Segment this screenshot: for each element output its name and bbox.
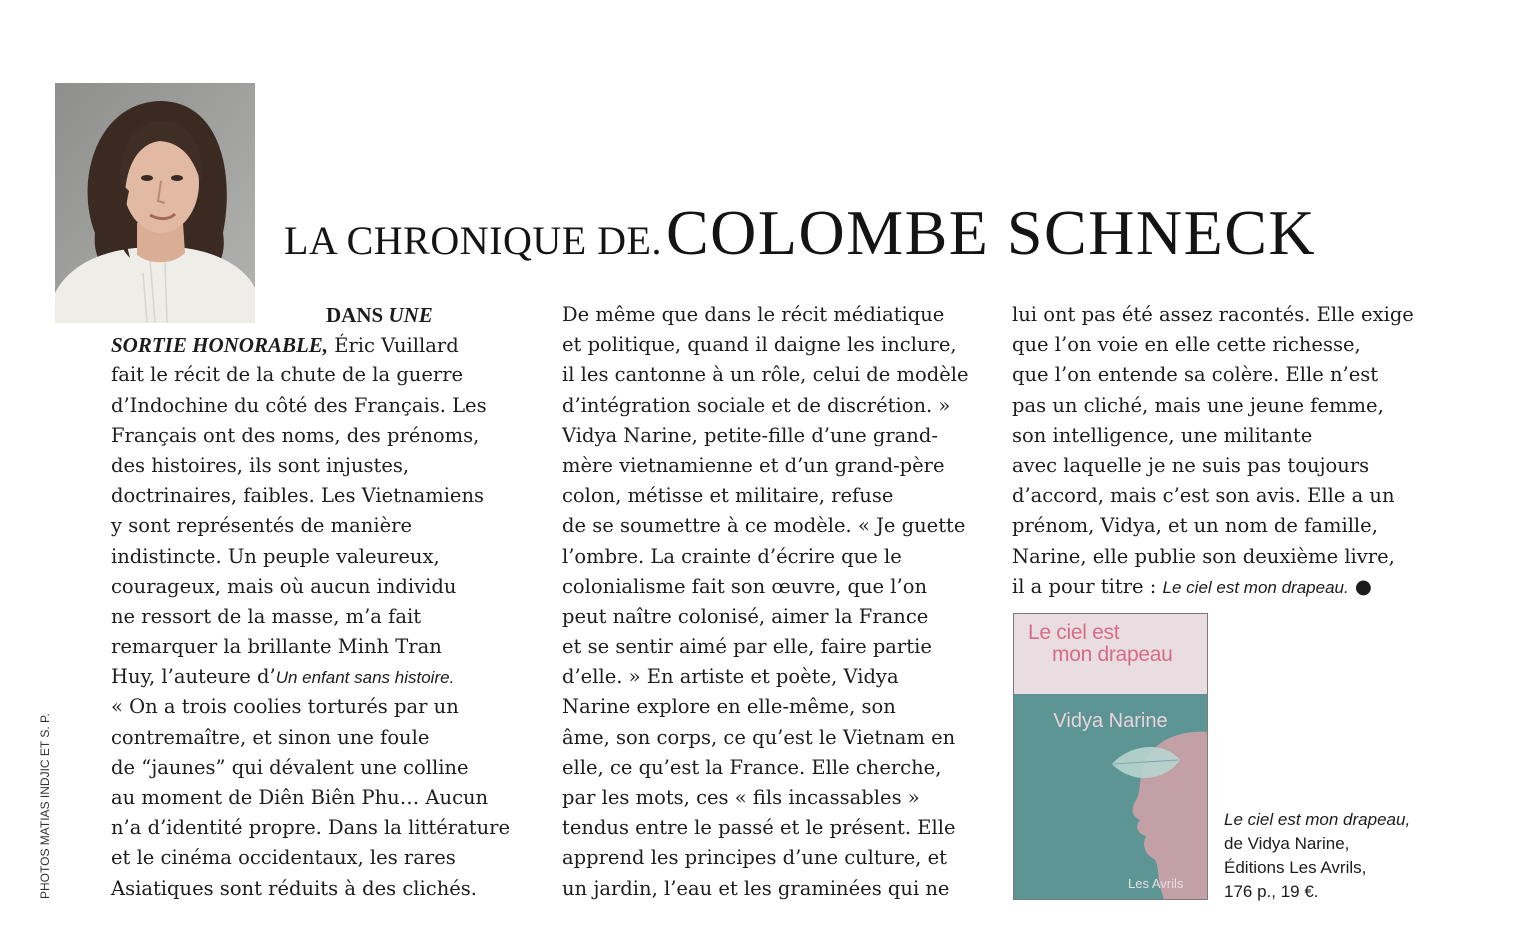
text-line: tendus entre le passé et le présent. Elle	[562, 816, 956, 840]
text-line: d’intégration sociale et de discrétion. »	[562, 393, 951, 417]
text-line	[1012, 572, 1414, 602]
text-line: n’a d’identité propre. Dans la littérature	[111, 816, 510, 840]
text-line: son intelligence, une militante	[1012, 423, 1313, 447]
headline	[284, 196, 1316, 270]
lead-line-1	[111, 300, 510, 330]
text-line: avec laquelle je ne suis pas toujours	[1012, 453, 1370, 477]
book-cover-title	[1028, 622, 1172, 666]
text-line: doctrinaires, faibles. Les Vietnamiens	[111, 484, 485, 508]
text-line: que l’on voie en elle cette richesse,	[1012, 333, 1361, 357]
text-line: Asiatiques sont réduits à des clichés.	[111, 876, 478, 900]
caption-author: de Vidya Narine,	[1224, 834, 1350, 853]
text-line: et le cinéma occidentaux, les rares	[111, 846, 456, 870]
text-line: prénom, Vidya, et un nom de famille,	[1012, 514, 1378, 538]
text-line	[111, 662, 510, 692]
headline-prefix: LA CHRONIQUE DE.	[284, 218, 662, 263]
headline-author-name: COLOMBE SCHNECK	[665, 197, 1317, 268]
text-line: colonialisme fait son œuvre, que l’on	[562, 574, 928, 598]
text-line: peut naître colonisé, aimer la France	[562, 604, 929, 628]
text-line: contremaître, et sinon une foule	[111, 725, 430, 749]
article-column-3	[1012, 300, 1414, 602]
text-line: de “jaunes” qui dévalent une colline	[111, 755, 469, 779]
text-line: et se sentir aimé par elle, faire partie	[562, 635, 932, 659]
text-line: l’ombre. La crainte d’écrire que le	[562, 544, 902, 568]
text-line: colon, métisse et militaire, refuse	[562, 484, 894, 508]
text-line: Français ont des noms, des prénoms,	[111, 423, 480, 447]
book-cover-title-line-2: mon drapeau	[1052, 643, 1173, 666]
text-line: fait le récit de la chute de la guerre	[111, 363, 464, 387]
text-line: ne ressort de la masse, m’a fait	[111, 604, 422, 628]
text-line: y sont représentés de manière	[111, 514, 412, 538]
lead-italic-title-2: SORTIE HONORABLE,	[111, 333, 329, 358]
photo-credit: PHOTOS MATIAS INDJIC ET S. P.	[38, 713, 52, 899]
text-line: apprend les principes d’une culture, et	[562, 846, 947, 870]
text-line: d’accord, mais c’est son avis. Elle a un	[1012, 484, 1395, 508]
lead-italic-title-1: UNE	[388, 303, 433, 327]
text-line: de se soumettre à ce modèle. « Je guette	[562, 514, 966, 538]
caption-details: 176 p., 19 €.	[1224, 882, 1319, 901]
text-line: il les cantonne à un rôle, celui de modèle	[562, 363, 969, 387]
book-cover	[1013, 613, 1208, 900]
book-cover-title-line-1: Le ciel est	[1028, 621, 1120, 644]
text-line: remarquer la brillante Minh Tran	[111, 635, 442, 659]
text-line: un jardin, l’eau et les graminées qui ne	[562, 876, 950, 900]
text-fragment: il a pour titre :	[1012, 574, 1163, 598]
end-mark: ●	[1348, 574, 1372, 598]
article-column-1	[111, 300, 510, 904]
article-column-2	[562, 300, 969, 904]
text-line: Vidya Narine, petite-fille d’une grand-	[562, 423, 938, 447]
book-title-italic: Le ciel est mon drapeau.	[1162, 577, 1349, 597]
caption-publisher: Éditions Les Avrils,	[1224, 858, 1367, 877]
text-line: « On a trois coolies torturés par un	[111, 695, 459, 719]
text-line: d’Indochine du côté des Français. Les	[111, 393, 487, 417]
book-caption	[1224, 808, 1410, 904]
text-line: et politique, quand il daigne les inclure,	[562, 333, 957, 357]
text-line: au moment de Diên Biên Phu… Aucun	[111, 786, 489, 809]
text-line: pas un cliché, mais une jeune femme,	[1012, 393, 1384, 417]
text-line: que l’on entende sa colère. Elle n’est	[1012, 363, 1379, 387]
text-line: par les mots, ces « fils incassables »	[562, 786, 920, 809]
text-line: mère vietnamienne et d’un grand-père	[562, 453, 945, 477]
text-line: courageux, mais où aucun individu	[111, 574, 457, 598]
book-title-italic: Un enfant sans histoire.	[275, 668, 455, 688]
lead-line-2-rest: Éric Vuillard	[328, 334, 459, 358]
text-line: Narine, elle publie son deuxième livre,	[1012, 544, 1395, 568]
lead-line-2	[111, 330, 510, 360]
text-line: des histoires, ils sont injustes,	[111, 453, 410, 477]
text-line: De même que dans le récit médiatique	[562, 303, 945, 326]
text-line: d’elle. » En artiste et poète, Vidya	[562, 665, 899, 689]
text-line: indistincte. Un peuple valeureux,	[111, 544, 440, 568]
text-line: âme, son corps, ce qu’est le Vietnam en	[562, 725, 956, 749]
caption-book-title: Le ciel est mon drapeau,	[1224, 810, 1411, 829]
book-cover-publisher: Les Avrils	[1128, 876, 1184, 891]
text-line: lui ont pas été assez racontés. Elle exige	[1012, 303, 1414, 326]
text-line: elle, ce qu’est la France. Elle cherche,	[562, 755, 942, 779]
text-fragment: Huy, l’auteure d’	[111, 665, 276, 689]
book-cover-author: Vidya Narine	[1053, 710, 1168, 732]
author-portrait-photo	[55, 83, 255, 323]
text-line: Narine explore en elle-même, son	[562, 695, 896, 719]
lead-bold-text: DANS	[326, 303, 389, 327]
